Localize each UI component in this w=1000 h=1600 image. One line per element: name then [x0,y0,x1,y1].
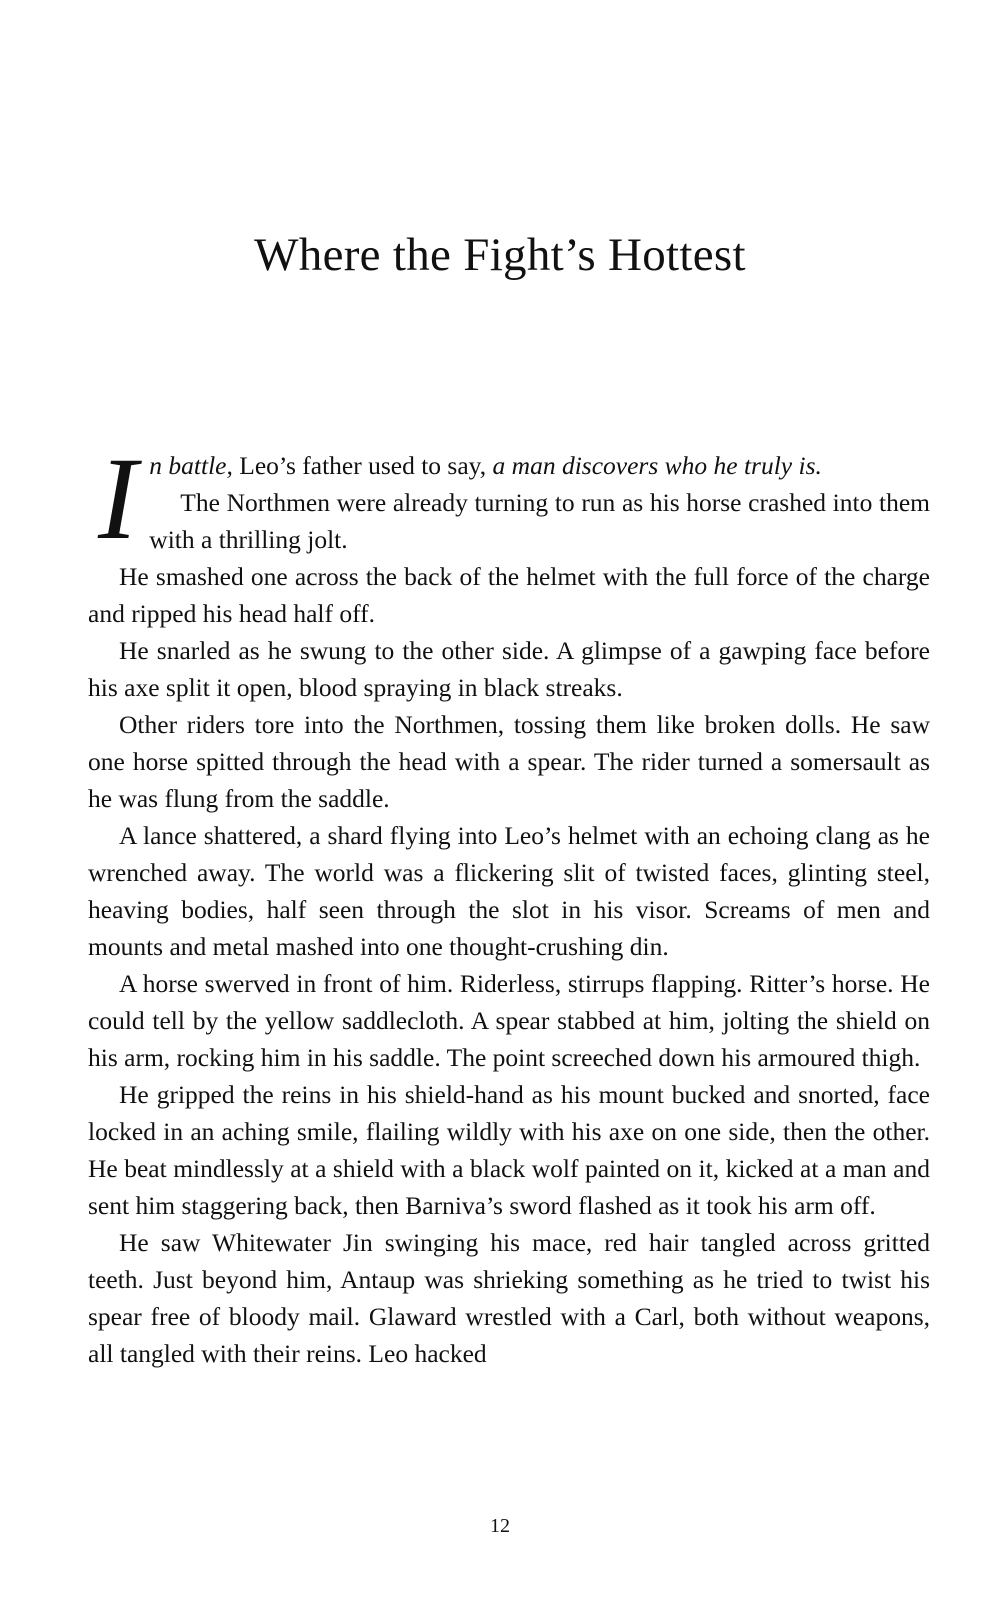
paragraph: He snarled as he swung to the other side. A glimpse of a gawping face before his axe split it open, blood spraying in black streaks. [88,636,930,702]
drop-cap: I [98,433,138,564]
body-text [88,433,930,1372]
lead-normal: Leo’s father used to say, [232,451,493,480]
opening-continuation: The Northmen were already turning to run as his horse crashed into them with a thrilling jolt. [149,488,930,554]
paragraph: He saw Whitewater Jin swinging his mace, red hair tangled across gritted teeth. Just beyond him, Antaup was shrieking something as he tried to twist his spear free of bloody mail. Glaward wrestled with a Carl, both without weapons, all tangled with their reins. Leo hacked [88,1228,930,1368]
paragraph: He smashed one across the back of the helmet with the full force of the charge and ripped his head half off. [88,562,930,628]
paragraph: A horse swerved in front of him. Riderless, stirrups flapping. Ritter’s horse. He could tell by the yellow saddlecloth. A spear stabbed at him, jolting the shield on his arm, rocking him in his saddle. The point screeched down his armoured thigh. [88,969,930,1072]
paragraph: He gripped the reins in his shield-hand as his mount bucked and snorted, face locked in an aching smile, flailing wildly with his axe on one side, then the other. He beat mindlessly at a shield with a black wolf painted on it, kicked at a man and sent him staggering back, then Barniva’s sword flashed as it took his arm off. [88,1080,930,1220]
paragraph: Other riders tore into the Northmen, tossing them like broken dolls. He saw one horse spitted through the head with a spear. The rider turned a somersault as he was flung from the saddle. [88,710,930,813]
lead-quote: a man discovers who he truly is. [492,451,822,480]
page-number: 12 [490,1515,510,1537]
chapter-title: Where the Fight’s Hottest [254,229,746,281]
lead-italic: n battle, [149,451,233,480]
paragraph: A lance shattered, a shard flying into Leo’s helmet with an echoing clang as he wrenched away. The world was a flickering slit of twisted faces, glinting steel, heaving bodies, half seen through the slot in his visor. Screams of men and mounts and metal mashed into one thought-crushing din. [88,821,930,961]
